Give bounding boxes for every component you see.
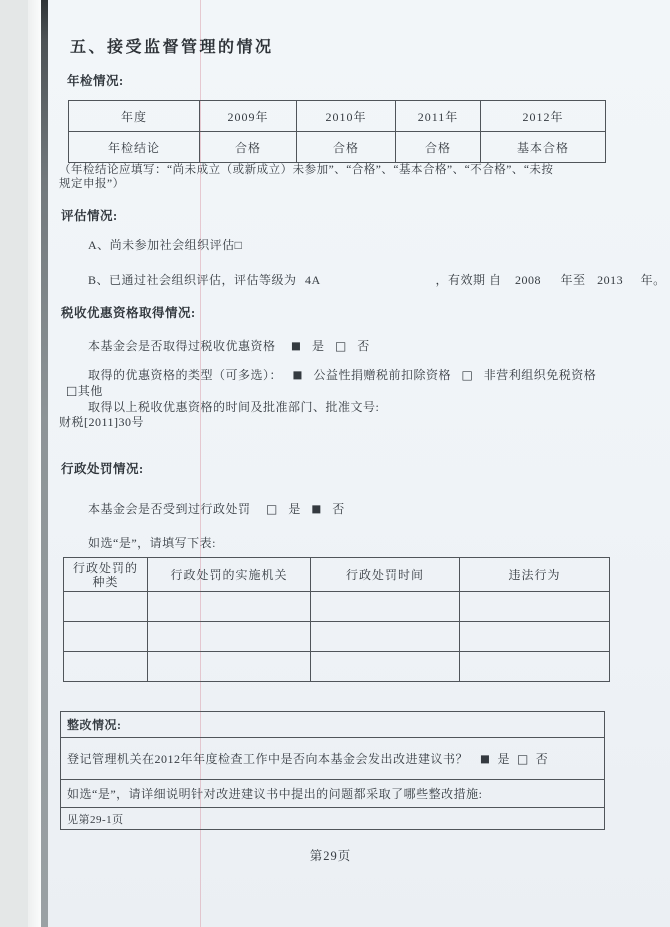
validity-middle: 年至 bbox=[560, 273, 586, 287]
yes-checkbox-checked-icon: ■ bbox=[480, 752, 491, 765]
conclusion-cell: 合格 bbox=[396, 132, 481, 163]
penalty-question bbox=[88, 500, 345, 517]
no-checkbox-empty-icon: □ bbox=[334, 338, 347, 353]
yes-checkbox-checked-icon: ■ bbox=[291, 340, 302, 352]
year-cell: 2012年 bbox=[481, 101, 606, 132]
page-number: 第29页 bbox=[309, 849, 352, 863]
tax-q1-text: 本基金会是否取得过税收优惠资格 bbox=[88, 339, 276, 353]
validity-end-year: 2013 bbox=[597, 273, 624, 287]
penalty-question-text: 本基金会是否受到过行政处罚 bbox=[88, 502, 251, 516]
scan-paper-edge-highlight bbox=[28, 0, 41, 927]
annual-inspection-note bbox=[59, 163, 619, 191]
penalty-header-cell: 违法行为 bbox=[460, 558, 610, 592]
validity-start-year: 2008 bbox=[515, 273, 542, 287]
no-label: 否 bbox=[332, 502, 345, 516]
evaluation-heading: 评估情况: bbox=[61, 209, 118, 223]
no-label: 否 bbox=[535, 752, 549, 766]
evaluation-grade-value: 4A bbox=[305, 273, 321, 287]
note-line: （年检结论应填写：“尚未成立（或新成立）未参加”、“合格”、“基本合格”、“不合格”、“未按 bbox=[59, 164, 554, 176]
no-checkbox-empty-icon: □ bbox=[516, 751, 529, 766]
tax-q2-line2 bbox=[66, 382, 103, 399]
penalty-table-hint: 如选“是”，请填写下表: bbox=[88, 536, 216, 550]
note-line: 规定申报”） bbox=[59, 178, 125, 190]
page-title: 五、接受监督管理的情况 bbox=[70, 39, 274, 56]
tax-q3-label: 取得以上税收优惠资格的时间及批准部门、批准文号: bbox=[88, 400, 380, 414]
option2-label: 非营利组织免税资格 bbox=[483, 368, 597, 382]
evaluation-option-b bbox=[88, 271, 666, 288]
year-cell: 2011年 bbox=[396, 101, 481, 132]
rectification-q1-text: 登记管理机关在2012年年度检查工作中是否向本基金会发出改进建议书？ bbox=[67, 752, 469, 766]
rectification-answer: 见第29-1页 bbox=[67, 813, 124, 826]
tax-q1 bbox=[88, 337, 370, 354]
tax-q3-value: 财税[2011]30号 bbox=[59, 415, 145, 429]
no-checkbox-checked-icon: ■ bbox=[311, 503, 322, 515]
no-label: 否 bbox=[357, 339, 370, 353]
yes-label: 是 bbox=[497, 752, 510, 766]
scan-page-edge-shadow bbox=[41, 0, 48, 927]
annual-inspection-heading: 年检情况: bbox=[67, 74, 124, 88]
tax-benefit-heading: 税收优惠资格取得情况: bbox=[61, 306, 196, 320]
penalty-header-cell: 行政处罚的种类 bbox=[64, 558, 148, 592]
yes-label: 是 bbox=[311, 339, 325, 353]
rectification-q2: 如选“是”，请详细说明针对改进建议书中提出的问题都采取了哪些整改措施: bbox=[61, 780, 604, 808]
year-cell: 2010年 bbox=[297, 101, 396, 132]
conclusion-cell: 基本合格 bbox=[481, 132, 606, 163]
penalty-header-cell: 行政处罚时间 bbox=[311, 558, 460, 592]
option2-checkbox-empty-icon: □ bbox=[461, 367, 474, 382]
penalty-empty-row bbox=[64, 652, 610, 682]
option3-checkbox-empty-icon: □ bbox=[66, 383, 78, 398]
conclusion-row-label: 年检结论 bbox=[69, 132, 200, 163]
rectification-box bbox=[60, 711, 605, 830]
rectification-heading: 整改情况: bbox=[61, 712, 604, 738]
option3-label: 其他 bbox=[77, 384, 103, 398]
validity-suffix: 年。 bbox=[640, 273, 666, 287]
option1-label: 公益性捐赠税前扣除资格 bbox=[313, 368, 451, 382]
tax-q2-line1 bbox=[88, 366, 596, 383]
validity-label: ，有效期 自 bbox=[435, 273, 502, 287]
table-row-years bbox=[69, 101, 606, 132]
tax-q2-text: 取得的优惠资格的类型（可多选）： bbox=[88, 368, 283, 382]
penalty-table-header-row bbox=[64, 558, 610, 592]
penalty-empty-row bbox=[64, 592, 610, 622]
conclusion-cell: 合格 bbox=[297, 132, 396, 163]
annual-inspection-table bbox=[68, 100, 606, 163]
yes-checkbox-empty-icon: □ bbox=[266, 501, 278, 516]
option-b-text: B、已通过社会组织评估，评估等级为 bbox=[88, 273, 297, 287]
penalty-empty-row bbox=[64, 622, 610, 652]
year-row-label: 年度 bbox=[69, 101, 200, 132]
conclusion-cell: 合格 bbox=[200, 132, 297, 163]
penalty-table bbox=[63, 557, 610, 682]
rectification-q1 bbox=[61, 738, 604, 780]
penalty-header-cell: 行政处罚的实施机关 bbox=[148, 558, 311, 592]
option1-checkbox-checked-icon: ■ bbox=[292, 369, 303, 381]
penalty-heading: 行政处罚情况: bbox=[61, 462, 144, 476]
table-row-conclusions bbox=[69, 132, 606, 163]
scan-margin-strip bbox=[0, 0, 28, 927]
yes-label: 是 bbox=[288, 502, 301, 516]
year-cell: 2009年 bbox=[200, 101, 297, 132]
evaluation-option-a: A、尚未参加社会组织评估□ bbox=[88, 238, 243, 252]
